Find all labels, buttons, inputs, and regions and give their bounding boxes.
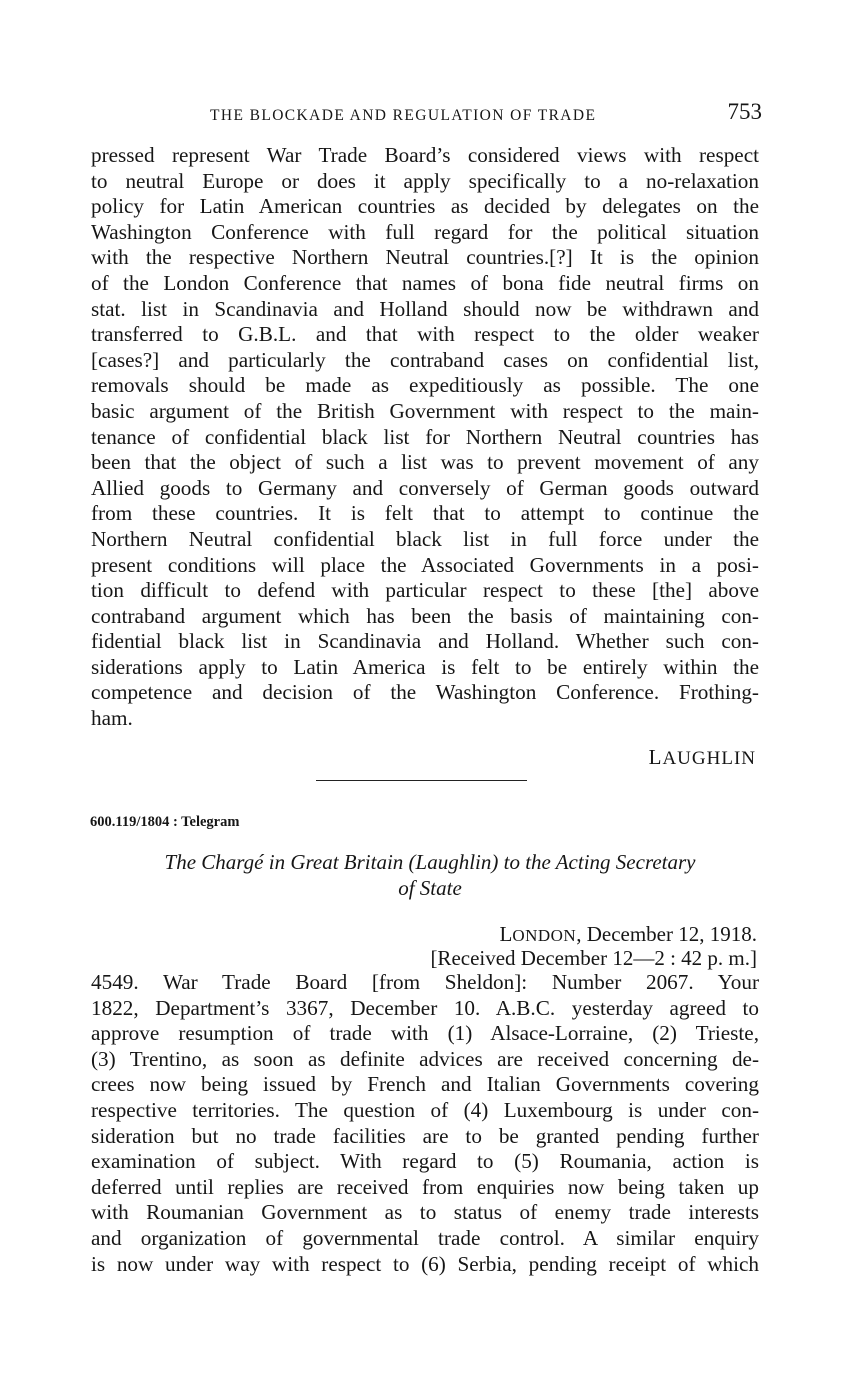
page-header [90,99,762,129]
page-number: 753 [727,99,762,124]
signature: LAUGHLIN [648,745,756,769]
dateline: LONDON, December 12, 1918. [499,922,757,946]
text-line: deferred until replies are received from enquiries now being taken up [91,1174,759,1199]
text-line: Washington Conference with full regard for the political situation [91,219,759,244]
text-line: respective territories. The question of (4) Luxembourg is under con- [91,1097,759,1122]
title-line: The Chargé in Great Britain (Laughlin) to the Acting Secretary [164,850,696,874]
title-line: of State [398,876,462,900]
file-reference: 600.119/1804 : Telegram [90,814,240,830]
text-line: siderations apply to Latin America is felt to be entirely within the [91,654,759,679]
text-line: tenance of confidential black list for Northern Neutral countries has [91,424,759,449]
text-line: with Roumanian Government as to status of enemy trade interests [91,1200,759,1225]
body-paragraph-1 [91,143,759,732]
text-line: 4549. War Trade Board [from Sheldon]: Number 2067. Your [91,970,759,994]
running-head: THE BLOCKADE AND REGULATION OF TRADE [210,107,597,124]
received-note: [Received December 12—2 : 42 p. m.] [430,946,757,970]
text-line: to neutral Europe or does it apply specifically to a no-relaxation [91,168,759,193]
text-line: examination of subject. With regard to (5) Roumania, action is [91,1149,759,1174]
text-line: contraband argument which has been the basis of maintaining con- [91,603,759,628]
text-line: [cases?] and particularly the contraband cases on confidential list, [91,347,759,372]
text-line: approve resumption of trade with (1) Alsace-Lorraine, (2) Trieste, [91,1021,759,1046]
text-line: fidential black list in Scandinavia and Holland. Whether such con- [91,629,759,654]
text-line: pressed represent War Trade Board’s considered views with respect [91,143,759,167]
text-line: Northern Neutral confidential black list in full force under the [91,526,759,551]
text-line: present conditions will place the Associated Governments in a posi- [91,552,759,577]
text-line: 1822, Department’s 3367, December 10. A.B.C. yesterday agreed to [91,995,759,1020]
text-line: (3) Trentino, as soon as definite advices are received concerning de- [91,1046,759,1071]
text-line: Allied goods to Germany and conversely of German goods outward [91,475,759,500]
text-line: with the respective Northern Neutral countries.[?] It is the opinion [91,245,759,270]
section-divider [316,780,527,781]
text-line: ham. [91,706,133,731]
text-line: transferred to G.B.L. and that with respect to the older weaker [91,322,759,347]
text-line: is now under way with respect to (6) Serbia, pending receipt of which [91,1251,759,1276]
body-paragraph-2 [91,970,759,1277]
text-line: stat. list in Scandinavia and Holland should now be withdrawn and [91,296,759,321]
text-line: crees now being issued by French and Italian Governments covering [91,1072,759,1097]
text-line: of the London Conference that names of bona fide neutral firms on [91,270,759,295]
text-line: and organization of governmental trade control. A similar enquiry [91,1225,759,1250]
text-line: tion difficult to defend with particular respect to these [the] above [91,578,759,603]
text-line: been that the object of such a list was to prevent movement of any [91,450,759,475]
text-line: basic argument of the British Government with respect to the main- [91,398,759,423]
document-title [90,849,770,901]
text-line: from these countries. It is felt that to attempt to continue the [91,501,759,526]
text-line: policy for Latin American countries as decided by delegates on the [91,194,759,219]
text-line: sideration but no trade facilities are to be granted pending further [91,1123,759,1148]
text-line: removals should be made as expeditiously as possible. The one [91,373,759,398]
text-line: competence and decision of the Washington Conference. Frothing- [91,680,759,705]
